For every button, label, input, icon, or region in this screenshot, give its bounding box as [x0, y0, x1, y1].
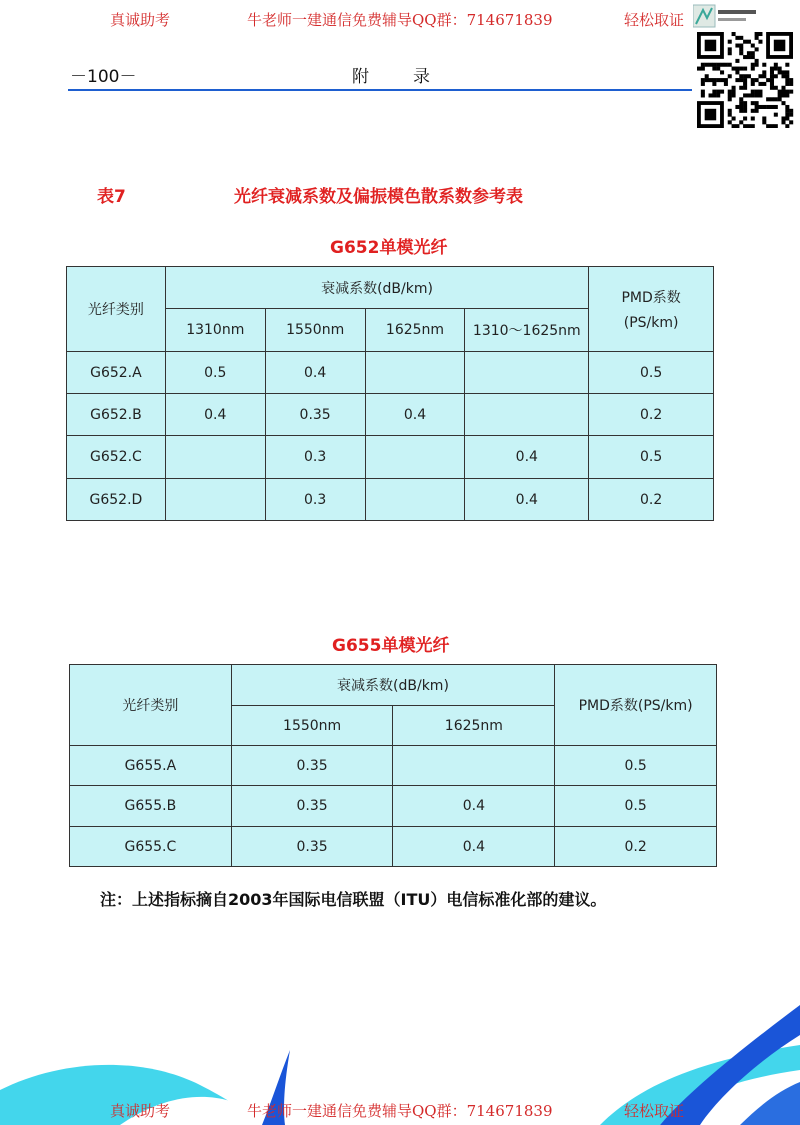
table-cell: 0.2	[589, 394, 714, 436]
table-cell	[165, 436, 265, 479]
banner-group-text: 牛老师一建通信免费辅导QQ群：714671839	[247, 11, 553, 29]
table-label: 表7	[97, 187, 126, 207]
g652-header-wavelength: 1310～1625nm	[465, 309, 589, 352]
table-cell: 0.35	[231, 827, 393, 867]
g655-header-pmd: PMD系数(PS/km)	[555, 665, 717, 746]
table-cell	[365, 352, 465, 394]
g655-header-attenuation: 衰减系数(dB/km)	[231, 665, 555, 706]
g652-header-pmd-line2: (PS/km)	[623, 315, 679, 331]
g655-header-type: 光纤类别	[70, 665, 232, 746]
g655-header-wavelength: 1625nm	[393, 706, 555, 746]
table-row	[70, 786, 717, 827]
table-cell	[393, 746, 555, 786]
g652-header-attenuation: 衰减系数(dB/km)	[165, 267, 588, 309]
table-row	[67, 436, 714, 479]
table-cell: G652.B	[67, 394, 166, 436]
table-cell: 0.4	[393, 827, 555, 867]
table-cell: 0.5	[589, 436, 714, 479]
table-cell: 0.35	[231, 746, 393, 786]
g652-title: G652单模光纤	[330, 238, 448, 258]
g652-header-pmd-line1: PMD系数	[621, 290, 681, 306]
table-row	[67, 394, 714, 436]
footnote: 注：上述指标摘自2003年国际电信联盟（ITU）电信标准化部的建议。	[100, 890, 607, 909]
table-cell: 0.3	[265, 436, 365, 479]
brand-logo-icon	[693, 4, 759, 28]
g655-header-wavelength: 1550nm	[231, 706, 393, 746]
table-cell: G652.D	[67, 479, 166, 521]
table-cell: 0.5	[555, 746, 717, 786]
g652-header-pmd	[589, 267, 714, 352]
qr-code-icon	[697, 32, 795, 128]
g652-header-wavelength: 1550nm	[265, 309, 365, 352]
table-cell	[465, 352, 589, 394]
table-cell: 0.4	[465, 479, 589, 521]
table-cell: G655.B	[70, 786, 232, 827]
banner-right-text: 轻松取证	[624, 1102, 685, 1120]
banner-left-text: 真诚助考	[110, 1102, 171, 1120]
table-cell: G652.C	[67, 436, 166, 479]
banner-left-text: 真诚助考	[110, 11, 171, 29]
bottom-banner	[0, 1094, 800, 1124]
table-cell: G655.C	[70, 827, 232, 867]
g652-header-wavelength: 1625nm	[365, 309, 465, 352]
g655-table	[69, 664, 717, 867]
table-row	[67, 479, 714, 521]
table-cell: 0.3	[265, 479, 365, 521]
table-cell: 0.35	[231, 786, 393, 827]
table-cell: 0.4	[365, 394, 465, 436]
table-cell: 0.4	[465, 436, 589, 479]
table-cell: G655.A	[70, 746, 232, 786]
table-cell	[165, 479, 265, 521]
table-row	[70, 746, 717, 786]
table-cell: 0.4	[165, 394, 265, 436]
top-banner	[0, 3, 800, 33]
table-cell: 0.5	[589, 352, 714, 394]
table-row	[70, 827, 717, 867]
table-cell	[465, 394, 589, 436]
table-cell: G652.A	[67, 352, 166, 394]
g652-table	[66, 266, 714, 521]
g655-title: G655单模光纤	[332, 636, 450, 656]
table-cell: 0.5	[555, 786, 717, 827]
table-cell: 0.35	[265, 394, 365, 436]
g652-header-wavelength: 1310nm	[165, 309, 265, 352]
header-divider	[68, 89, 692, 91]
table-title: 光纤衰减系数及偏振模色散系数参考表	[234, 187, 523, 207]
table-cell	[365, 436, 465, 479]
banner-group-text: 牛老师一建通信免费辅导QQ群：714671839	[247, 1102, 553, 1120]
table-cell: 0.2	[555, 827, 717, 867]
banner-right-text: 轻松取证	[624, 11, 685, 29]
section-title: 附录	[352, 67, 474, 87]
table-cell	[365, 479, 465, 521]
table-row	[67, 352, 714, 394]
table-cell: 0.5	[165, 352, 265, 394]
table-cell: 0.2	[589, 479, 714, 521]
g652-header-type: 光纤类别	[67, 267, 166, 352]
table-cell: 0.4	[393, 786, 555, 827]
page-number: －100－	[70, 67, 137, 87]
table-cell: 0.4	[265, 352, 365, 394]
